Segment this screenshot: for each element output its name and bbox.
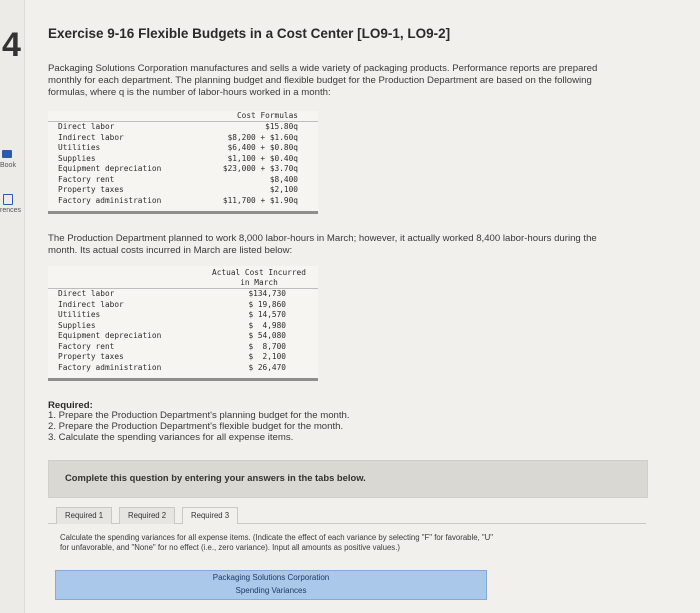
intro-line-1: Packaging Solutions Corporation manufactures and sells a wide variety of packaging products. Performance reports are prepared — [48, 63, 598, 74]
row-value: $ 54,080 — [248, 331, 286, 340]
actual-costs-table — [48, 266, 318, 381]
row-label: Utilities — [58, 143, 101, 152]
row-label: Equipment depreciation — [58, 331, 162, 340]
row-label: Utilities — [58, 310, 101, 319]
row-label: Factory rent — [58, 341, 115, 351]
required-heading: Required: — [48, 400, 93, 411]
row-value: $8,400 — [269, 174, 298, 184]
row-value: $23,000 + $3.70q — [222, 164, 298, 173]
intro-line-2: monthly for each department. The planning budget and flexible budget for the Production Department are based on the following — [48, 75, 592, 86]
row-label: Property taxes — [58, 185, 124, 194]
row-value: $15.80q — [265, 122, 298, 131]
tab-required-2[interactable]: Required 2 — [119, 507, 175, 524]
answer-instruction — [60, 533, 635, 552]
references-label[interactable]: rences — [0, 207, 22, 214]
ebook-icon[interactable] — [2, 150, 12, 158]
exercise-title: Exercise 9-16 Flexible Budgets in a Cost Center [LO9-1, LO9-2] — [48, 26, 451, 41]
references-icon[interactable] — [3, 194, 13, 205]
instruction-line-1: Calculate the spending variances for all expense items. (Indicate the effect of each variance by selecting "F" for favorable, "U" — [60, 533, 494, 542]
intro-paragraph — [48, 63, 668, 99]
row-label: Indirect labor — [58, 132, 124, 142]
cost-formulas-table — [48, 111, 318, 214]
left-rail — [0, 0, 25, 613]
tab-required-3[interactable]: Required 3 — [182, 507, 238, 524]
answer-tabs — [48, 505, 646, 524]
row-label: Equipment depreciation — [58, 164, 162, 173]
company-name: Packaging Solutions Corporation — [212, 573, 330, 582]
row-value: $6,400 + $0.80q — [227, 143, 298, 152]
actual-costs-header-1: Actual Cost Incurred — [212, 268, 306, 277]
required-item-2: 2. Prepare the Production Department's flexible budget for the month. — [48, 421, 344, 432]
row-value: $ 4,980 — [248, 320, 286, 330]
instructions-banner — [48, 460, 648, 498]
actual-costs-header-2: in March — [240, 278, 278, 287]
row-label: Supplies — [58, 153, 96, 163]
row-value: $134,730 — [248, 289, 286, 298]
row-value: $ 14,570 — [248, 310, 286, 319]
row-label: Indirect labor — [58, 299, 124, 309]
question-number: 4 — [2, 26, 21, 64]
middle-line-1: The Production Department planned to work 8,000 labor-hours in March; however, it actually worked 8,400 labor-hours during the — [48, 233, 597, 244]
spending-variances-table-header — [55, 570, 487, 600]
row-value: $ 19,860 — [248, 299, 286, 309]
row-value: $1,100 + $0.40q — [227, 153, 298, 163]
row-value: $ 2,100 — [248, 352, 286, 361]
row-value: $ 26,470 — [248, 362, 286, 372]
row-value: $11,700 + $1.90q — [222, 195, 298, 205]
required-item-3: 3. Calculate the spending variances for all expense items. — [48, 432, 294, 443]
banner-text: Complete this question by entering your answers in the tabs below. — [65, 472, 366, 483]
row-label: Supplies — [58, 320, 96, 330]
intro-line-3: formulas, where q is the number of labor-hours worked in a month: — [48, 87, 331, 98]
actual-hours-paragraph — [48, 233, 668, 257]
report-name: Spending Variances — [235, 586, 307, 595]
tab-required-1[interactable]: Required 1 — [56, 507, 112, 524]
row-label: Factory administration — [58, 362, 162, 372]
row-label: Direct labor — [58, 122, 115, 131]
row-value: $ 8,700 — [248, 341, 286, 351]
cost-formulas-header: Cost Formulas — [236, 111, 298, 120]
middle-line-2: month. Its actual costs incurred in March are listed below: — [48, 245, 293, 256]
ebook-label[interactable]: Book — [0, 162, 16, 169]
row-value: $2,100 — [269, 185, 298, 194]
required-item-1: 1. Prepare the Production Department's planning budget for the month. — [48, 410, 350, 421]
row-label: Property taxes — [58, 352, 124, 361]
row-label: Factory rent — [58, 174, 115, 184]
instruction-line-2: for unfavorable, and "None" for no effect (i.e., zero variance). Input all amounts as positive values.) — [60, 542, 400, 552]
row-label: Direct labor — [58, 289, 115, 298]
row-label: Factory administration — [58, 195, 162, 205]
row-value: $8,200 + $1.60q — [227, 132, 298, 142]
